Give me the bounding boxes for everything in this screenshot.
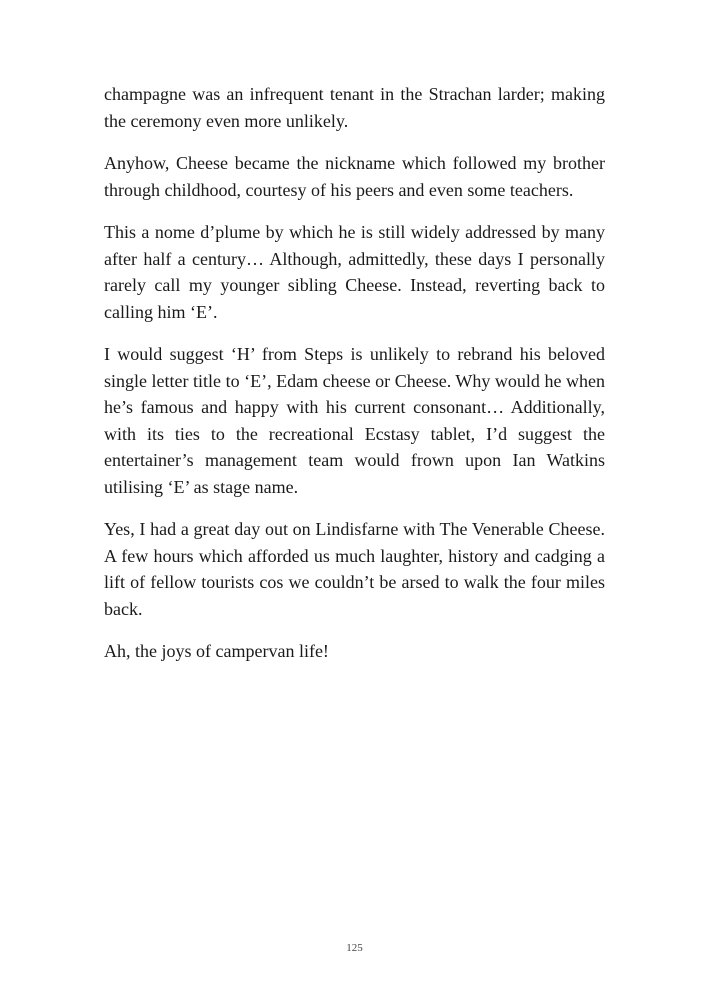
- page-number: 125: [346, 942, 363, 954]
- page-body: [104, 81, 605, 681]
- paragraph-nom-de-plume: This a nome d’plume by which he is still widely addressed by many after half a century… Although, admittedly, these days I personally rarely call my younger sibling Cheese. Instead, reverting back to calling him ‘E’.: [104, 222, 605, 322]
- paragraph-steps: I would suggest ‘H’ from Steps is unlikely to rebrand his beloved single letter title to ‘E’, Edam cheese or Cheese. Why would he when he’s famous and happy with his current consonant… Additionally, with its ties to the recreational Ecstasy tablet, I’d suggest the entertainer’s management team would frown upon Ian Watkins utilising ‘E’ as stage name.: [104, 344, 605, 497]
- paragraph-nickname: Anyhow, Cheese became the nickname which followed my brother through childhood, courtesy of his peers and even some teachers.: [104, 153, 605, 200]
- paragraph-champagne: champagne was an infrequent tenant in the Strachan larder; making the ceremony even more unlikely.: [104, 84, 605, 131]
- paragraph-lindisfarne: Yes, I had a great day out on Lindisfarne with The Venerable Cheese. A few hours which afforded us much laughter, history and cadging a lift of fellow tourists cos we couldn’t be arsed to walk the four miles back.: [104, 519, 605, 619]
- paragraph-campervan: Ah, the joys of campervan life!: [104, 641, 329, 661]
